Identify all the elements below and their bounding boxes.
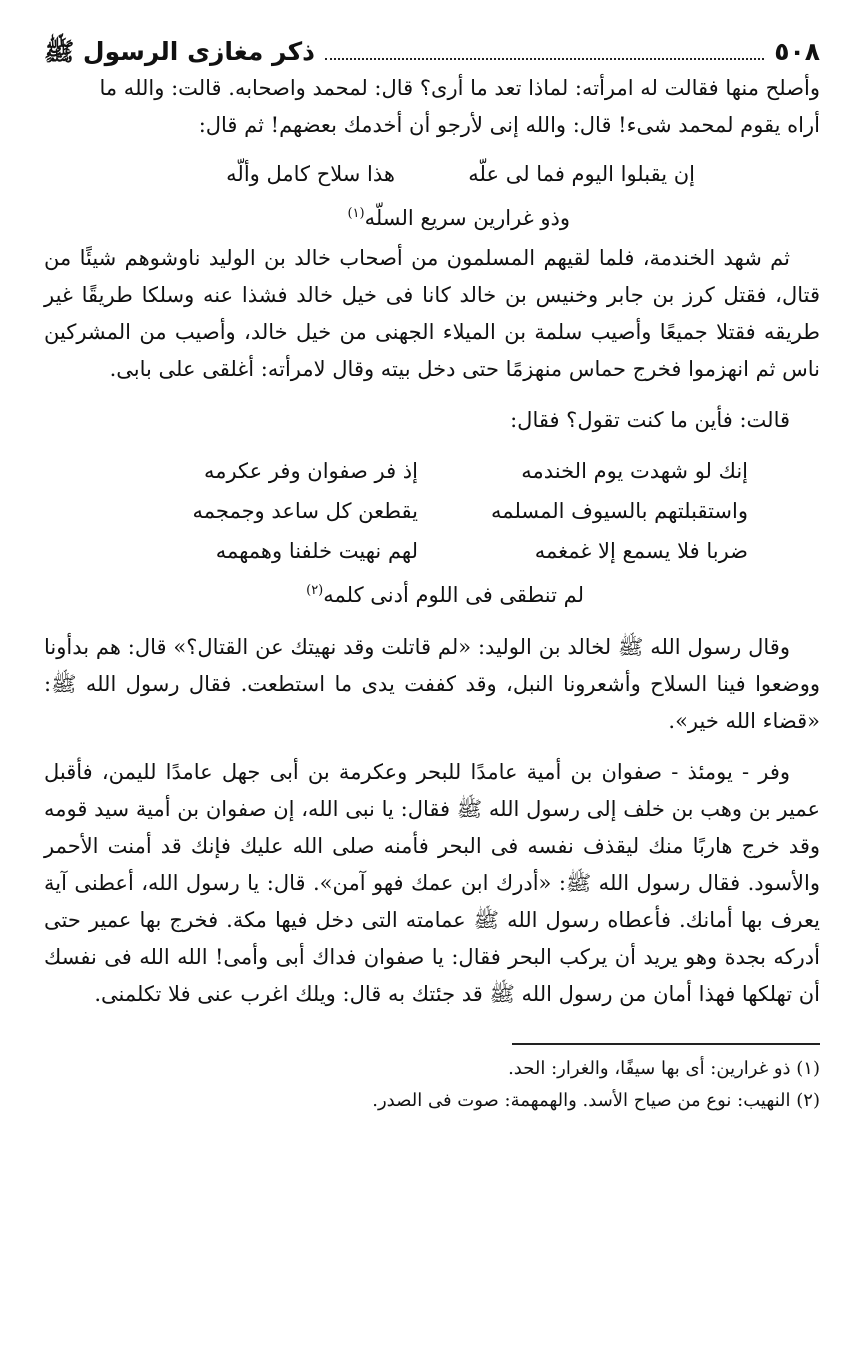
footnotes	[44, 1053, 820, 1117]
footnote-mark-2: (٢)	[306, 583, 324, 598]
poem-2-first-hemistich: واستقبلتهم بالسيوف المسلمه	[491, 499, 748, 523]
poem-2-last-hemistich: لم تنطقى فى اللوم أدنى كلمه	[323, 583, 584, 607]
paragraph-4: وقال رسول الله ﷺ لخالد بن الوليد: «لم قاتلت وقد نهيتك عن القتال؟» قال: هم بدأونا ووضعوا فينا السلاح وأشعرونا النبل، وقد كففت يدى ما استطعت. فقال رسول الله ﷺ: «قضاء الله خير».	[44, 635, 820, 733]
poem-1-last-hemistich: وذو غرارين سريع السلّه	[364, 206, 570, 230]
paragraph-5: وفر - يومئذ - صفوان بن أمية عامدًا للبحر وعكرمة بن أبى جهل عامدًا لليمن، فأقبل عمير بن وهب بن خلف إلى رسول الله ﷺ فقال: يا نبى الله، إن صفوان بن أمية سيد قومه وقد خرج هاربًا منك ليقذف نفسه فى البحر فأمنه صلى الله عليك فإنك قد أمنت الأحمر والأسود. فقال رسول الله ﷺ: «أدرك ابن عمك فهو آمن». قال: يا رسول الله، أعطنى آية يعرف بها أمانك. فأعطاه رسول الله ﷺ عمامته التى دخل فيها مكة. فخرج بها عمير حتى أدركه بجدة وهو يريد أن يركب البحر فقال: يا صفوان فداك أبى وأمى! الله الله فى نفسك أن تهلكها فهذا أمان من رسول الله ﷺ قد جئتك به قال: ويلك اغرب عنى فلا تكلمنى.	[44, 760, 820, 1006]
footnote-1: (١) ذو غرارين: أى بها سيفًا، والغرار: الحد.	[508, 1058, 820, 1079]
poem-2-last-line	[44, 571, 820, 615]
poem-1-last-line	[44, 194, 820, 238]
footnote-mark-1: (١)	[347, 206, 365, 221]
poem-2-line	[44, 491, 820, 531]
paragraph-1-line-2: أراه يقوم لمحمد شىء! قال: والله إنى لأرجو أن أخدمك بعضهم! ثم قال:	[198, 113, 820, 137]
paragraph-3: قالت: فأين ما كنت تقول؟ فقال:	[510, 408, 790, 432]
poem-1-second-hemistich: هذا سلاح كامل وألّه	[226, 162, 395, 186]
footnote-separator	[512, 1043, 820, 1045]
header-dotted-leader	[325, 58, 764, 60]
body-text-2	[44, 240, 820, 439]
poem-1	[44, 154, 820, 238]
running-head	[44, 34, 820, 70]
body-text	[44, 70, 820, 144]
poem-2-second-hemistich: إذ فر صفوان وفر عكرمه	[203, 459, 418, 483]
body-text-3	[44, 629, 820, 1013]
poem-1-first-hemistich: إن يقبلوا اليوم فما لى علّه	[468, 162, 695, 186]
poem-2	[44, 451, 820, 615]
paragraph-2: ثم شهد الخندمة، فلما لقيهم المسلمون من أصحاب خالد بن الوليد ناوشوهم شيئًا من قتال، فقتل كرز بن جابر وخنيس بن خالد كانا فى خيل خالد فشذا عنه وسلكا طريقًا غير طريقه فقتلا جميعًا وأصيب سلمة بن الميلاء الجهنى من خيل خالد، وأصيب من المشركين ناس ثم انهزموا فخرج حماس منهزمًا حتى دخل بيته وقال لامرأته: أغلقى على بابى.	[44, 246, 820, 381]
poem-2-first-hemistich: إنك لو شهدت يوم الخندمه	[521, 459, 748, 483]
poem-2-line	[44, 451, 820, 491]
poem-2-first-hemistich: ضربا فلا يسمع إلا غمغمه	[534, 539, 748, 563]
poem-2-second-hemistich: لهم نهيت خلفنا وهمهمه	[215, 539, 418, 563]
poem-1-line	[44, 154, 820, 194]
poem-2-line	[44, 531, 820, 571]
footnote-2: (٢) النهيب: نوع من صياح الأسد. والهمهمة: صوت فى الصدر.	[372, 1090, 820, 1111]
page-number: ٥٠٨	[774, 37, 820, 66]
paragraph-1-line-1: وأصلح منها فقالت له امرأته: لماذا تعد ما أرى؟ قال: لمحمد واصحابه. قالت: والله ما	[99, 76, 820, 100]
poem-2-second-hemistich: يقطعن كل ساعد وجمجمه	[192, 499, 418, 523]
chapter-title: ذكر مغازى الرسول ﷺ	[44, 37, 315, 66]
